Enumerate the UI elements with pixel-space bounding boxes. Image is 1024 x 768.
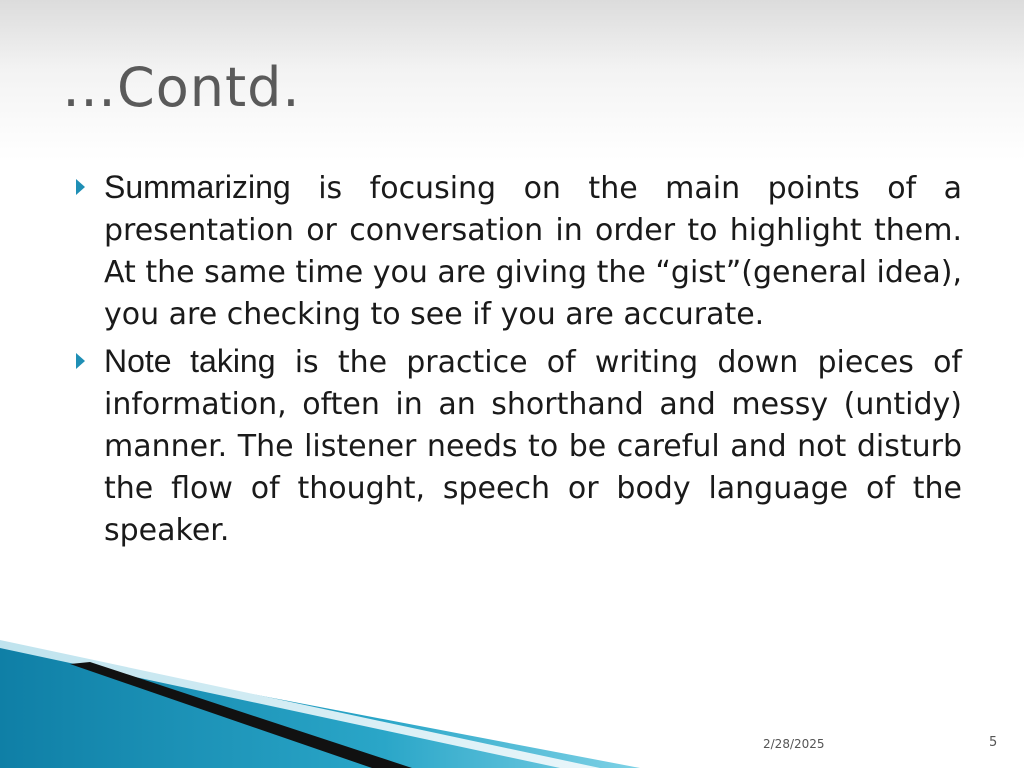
bullet-item-summarizing bbox=[74, 166, 962, 336]
bullet-list bbox=[74, 166, 962, 556]
triangle-right-icon bbox=[76, 179, 85, 195]
triangle-right-icon bbox=[76, 353, 85, 369]
footer-date: 2/28/2025 bbox=[763, 737, 825, 751]
bullet-text: is focusing on the main points of a presentation or conversation in order to highlight them. At the same time you are giving the “gist”(general idea), you are checking to see if you are accurate. bbox=[104, 171, 962, 332]
bullet-term: Summarizing bbox=[104, 169, 291, 205]
slide-number: 5 bbox=[989, 735, 998, 750]
bullet-term: Note taking bbox=[104, 343, 276, 379]
bullet-item-note-taking bbox=[74, 340, 962, 552]
slide-title: …Contd. bbox=[62, 56, 301, 119]
bullet-text: is the practice of writing down pieces of information, often in an shorthand and messy (untidy) manner. The listener needs to be careful and not disturb the flow of thought, speech or body language of the speaker. bbox=[104, 345, 962, 548]
